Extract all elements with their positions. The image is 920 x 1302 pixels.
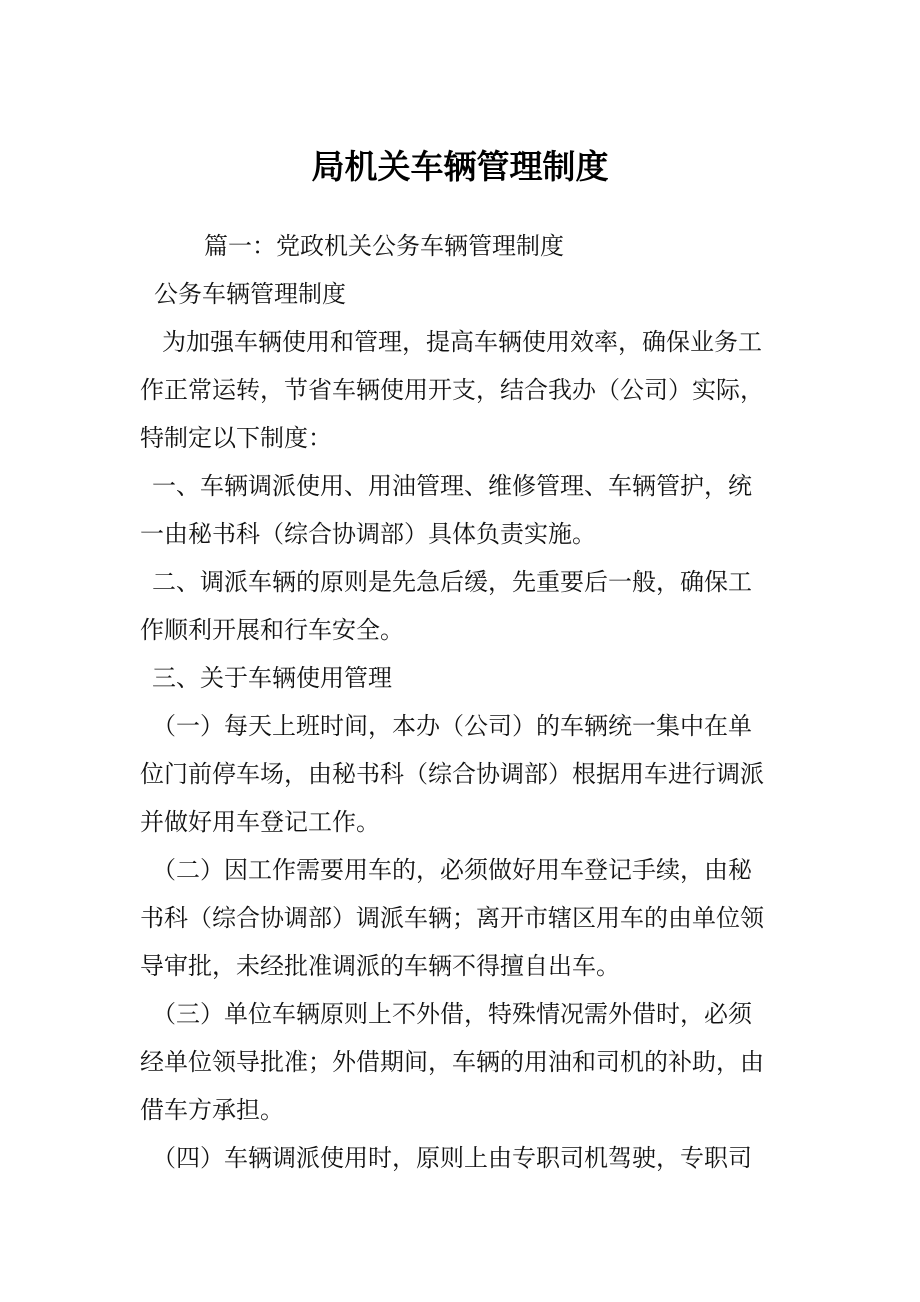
paragraph-subitem-3 (140, 990, 790, 1134)
paragraph-line: （三）单位车辆原则上不外借，特殊情况需外借时，必须 (152, 1000, 752, 1028)
paragraph-line: 三、关于车辆使用管理 (152, 664, 392, 692)
paragraph-line: （二）因工作需要用车的，必须做好用车登记手续，由秘 (152, 856, 752, 884)
paragraph-subitem-1 (140, 702, 790, 846)
paragraph-item-1 (140, 462, 790, 558)
paragraph-line: 二、调派车辆的原则是先急后缓，先重要后一般，确保工 (152, 568, 752, 596)
paragraph-line: 书科（综合协调部）调派车辆；离开市辖区用车的由单位领 (140, 904, 764, 932)
paragraph-line: 为加强车辆使用和管理，提高车辆使用效率，确保业务工 (162, 328, 762, 356)
paragraph-line: （四）车辆调派使用时，原则上由专职司机驾驶，专职司 (152, 1144, 752, 1172)
paragraph-line: 导审批，未经批准调派的车辆不得擅自出车。 (140, 952, 620, 980)
document-body (140, 222, 790, 1182)
section-heading: 公务车辆管理制度 (154, 280, 346, 308)
paragraph-line: 位门前停车场，由秘书科（综合协调部）根据用车进行调派 (140, 760, 764, 788)
paragraph-line: 借车方承担。 (140, 1096, 284, 1124)
paragraph-line: 特制定以下制度： (140, 424, 332, 452)
paragraph-line: （一）每天上班时间，本办（公司）的车辆统一集中在单 (152, 712, 752, 740)
paragraph-line: 并做好用车登记工作。 (140, 808, 380, 836)
paragraph-line: 经单位领导批准；外借期间，车辆的用油和司机的补助，由 (140, 1048, 764, 1076)
paragraph-intro (140, 318, 790, 462)
paragraph-line: 作顺利开展和行车安全。 (140, 616, 404, 644)
paragraph-item-2 (140, 558, 790, 654)
paragraph-subitem-4 (140, 1134, 790, 1182)
document-subtitle: 篇一：党政机关公务车辆管理制度 (204, 232, 564, 260)
paragraph-subitem-2 (140, 846, 790, 990)
paragraph-line: 一由秘书科（综合协调部）具体负责实施。 (140, 520, 596, 548)
paragraph-line: 一、车辆调派使用、用油管理、维修管理、车辆管护，统 (152, 472, 752, 500)
document-title: 局机关车辆管理制度 (311, 147, 609, 186)
paragraph-item-3 (140, 654, 790, 702)
paragraph-line: 作正常运转，节省车辆使用开支，结合我办（公司）实际， (140, 376, 764, 404)
